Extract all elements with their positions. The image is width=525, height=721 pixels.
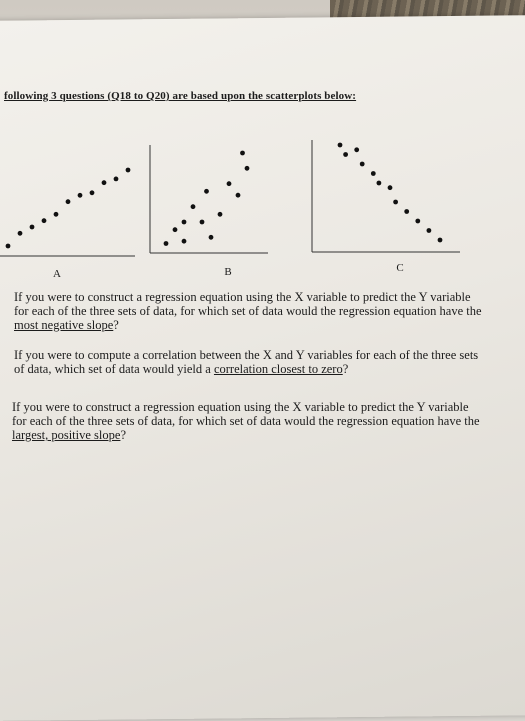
- question-2-line-1: If you were to compute a correlation between the X and Y variables for each of the three sets: [14, 348, 479, 362]
- question-2-line-2: [14, 362, 519, 376]
- data-point-a-8: [102, 180, 107, 185]
- data-point-a-0: [6, 244, 11, 249]
- data-point-c-6: [388, 185, 393, 190]
- scatterplot-a-svg: [0, 150, 135, 260]
- data-point-b-11: [240, 151, 245, 156]
- data-point-c-0: [338, 143, 343, 148]
- data-point-c-11: [438, 238, 443, 243]
- scatterplot-b: [148, 145, 268, 255]
- data-point-c-2: [354, 147, 359, 152]
- question-1-line-1: If you were to construct a regression equation using the X variable to predict the Y variable: [14, 290, 471, 304]
- scatterplot-c-svg: [310, 140, 460, 255]
- data-point-c-7: [393, 200, 398, 205]
- question-3-line-2: for each of the three sets of data, for which set of data would the regression equation have the: [12, 414, 480, 428]
- data-point-a-7: [90, 190, 95, 195]
- data-point-c-9: [415, 219, 420, 224]
- plot-label-c: C: [396, 262, 404, 274]
- data-point-a-4: [54, 212, 59, 217]
- plot-label-a: A: [53, 268, 61, 280]
- question-3-key-phrase: largest, positive slope: [12, 428, 121, 442]
- question-1-mark: ?: [113, 318, 119, 332]
- data-point-a-3: [42, 218, 47, 223]
- data-point-c-8: [404, 209, 409, 214]
- data-point-b-3: [191, 204, 196, 209]
- data-point-a-2: [30, 225, 35, 230]
- plot-label-b: B: [224, 266, 232, 278]
- data-point-b-4: [200, 220, 205, 225]
- data-point-b-6: [209, 235, 214, 240]
- question-3: [12, 400, 517, 442]
- data-point-a-1: [18, 231, 23, 236]
- scatterplot-a: [0, 150, 135, 260]
- question-2: [14, 348, 519, 376]
- question-2-lead: of data, which set of data would yield a: [14, 362, 214, 376]
- data-point-c-4: [371, 171, 376, 176]
- question-2-key-phrase: correlation closest to zero: [213, 362, 343, 376]
- question-3-mark: ?: [120, 428, 126, 442]
- data-point-b-8: [227, 181, 232, 186]
- data-point-b-10: [245, 166, 250, 171]
- question-3-line-3: [12, 428, 517, 442]
- data-point-b-9: [236, 193, 241, 198]
- data-point-a-5: [66, 199, 71, 204]
- data-point-b-2: [182, 239, 187, 244]
- scatterplot-b-svg: [148, 145, 268, 255]
- data-point-b-7: [218, 212, 223, 217]
- data-point-c-1: [343, 152, 348, 157]
- question-1-line-3: [14, 318, 519, 332]
- data-point-c-10: [427, 228, 432, 233]
- question-2-mark: ?: [342, 362, 349, 376]
- data-point-a-9: [114, 177, 119, 182]
- question-1-key-phrase: most negative slope: [14, 318, 114, 332]
- instructions-heading: following 3 questions (Q18 to Q20) are based upon the scatterplots below:: [4, 90, 357, 102]
- data-point-a-10: [126, 168, 131, 173]
- data-point-b-5: [204, 189, 209, 194]
- question-3-line-1: If you were to construct a regression equation using the X variable to predict the Y variable: [12, 400, 469, 414]
- data-point-b-1: [173, 227, 178, 232]
- data-point-b-0: [164, 241, 169, 246]
- data-point-c-5: [377, 181, 382, 186]
- data-point-a-6: [78, 193, 83, 198]
- data-point-c-3: [360, 162, 365, 167]
- scatterplot-c: [310, 140, 460, 255]
- question-1: [14, 290, 519, 332]
- question-1-line-2: for each of the three sets of data, for which set of data would the regression equation have the: [14, 304, 482, 318]
- data-point-b-12: [182, 220, 187, 225]
